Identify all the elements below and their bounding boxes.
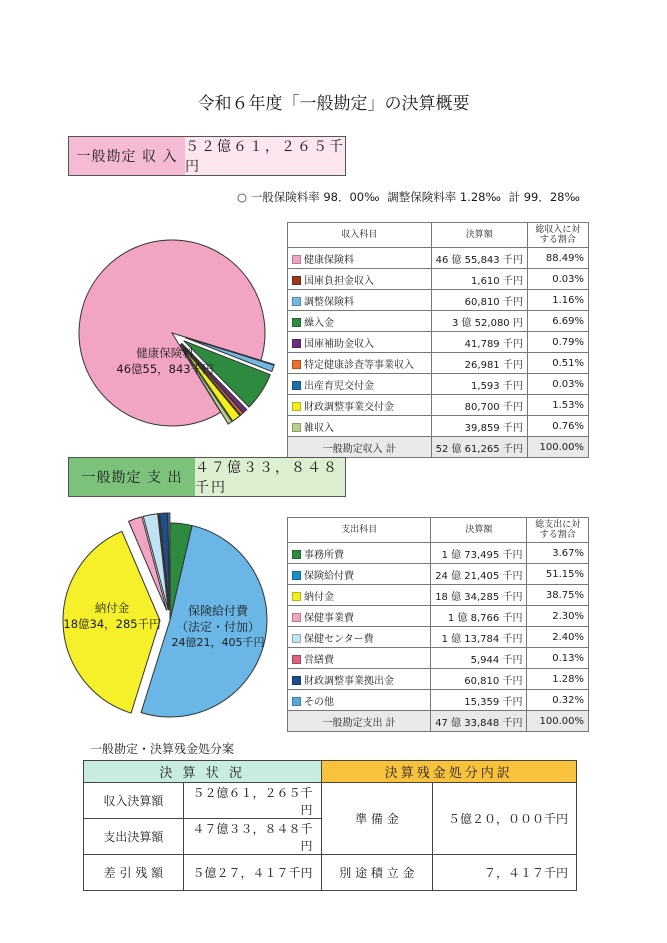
- legend-swatch: [292, 592, 301, 601]
- row-item-label: 納付金: [304, 591, 334, 603]
- total-rate: 計 99．28‰: [508, 190, 580, 204]
- expense-total-label: 支出決算額: [84, 819, 184, 855]
- expense-pie-label-a: [62, 600, 162, 632]
- row-item-label: 調整保険料: [304, 296, 354, 308]
- legend-swatch: [292, 423, 301, 432]
- expense-pie-label-b: [168, 603, 268, 651]
- row-item-label: 国庫補助金収入: [304, 338, 374, 350]
- row-item-label: 雑収入: [304, 422, 334, 434]
- revenue-pie-chart: [55, 205, 290, 435]
- general-rate: ○ 一般保険料率 98．00‰: [237, 190, 380, 204]
- row-amount: 60,810 千円: [431, 669, 527, 690]
- row-item-label: その他: [304, 696, 334, 708]
- expense-pie-label-b-value: 24億21，405千円: [171, 636, 265, 649]
- legend-swatch: [292, 339, 301, 348]
- row-item-label: 事務所費: [304, 549, 344, 561]
- row-item: [288, 311, 432, 332]
- legend-swatch: [292, 676, 301, 685]
- balance-right-header: 決算残金処分内訳: [321, 761, 576, 783]
- row-ratio: 2.40%: [527, 627, 589, 648]
- expense-table: [287, 517, 589, 732]
- row-item: [288, 290, 432, 311]
- row-item-label: 繰入金: [304, 317, 334, 329]
- row-item-label: 財政調整事業拠出金: [304, 675, 394, 687]
- table-row: [288, 416, 589, 437]
- row-amount: 24 億 21,405 千円: [431, 564, 527, 585]
- legend-swatch: [292, 634, 301, 643]
- row-item: [288, 416, 432, 437]
- table-row: [288, 627, 589, 648]
- revenue-pie-label-value: 46億55，843千円: [116, 362, 214, 376]
- row-ratio: 3.67%: [527, 543, 589, 564]
- total-ratio: 100.00%: [527, 437, 588, 458]
- row-item: [288, 269, 432, 290]
- table-header-row: [288, 518, 589, 543]
- row-ratio: 38.75%: [527, 585, 589, 606]
- row-item: [288, 690, 431, 711]
- total-item: 一般勘定収入 計: [288, 437, 432, 458]
- row-item: [288, 669, 431, 690]
- revenue-header-value: ５２億６１，２６５千円: [185, 139, 345, 175]
- header-ratio: 総収入に対する割合: [527, 223, 588, 248]
- revenue-pie-label-name: 健康保険料: [136, 346, 194, 360]
- legend-swatch: [292, 571, 301, 580]
- table-row: [288, 395, 589, 416]
- row-item: [288, 543, 431, 564]
- row-ratio: 1.53%: [527, 395, 588, 416]
- balance-left-header: 決 算 状 況: [84, 761, 322, 783]
- balance-table: [83, 760, 577, 891]
- row-amount: 26,981 千円: [431, 353, 527, 374]
- revenue-header-label: 一般勘定 収 入: [69, 137, 186, 175]
- legend-swatch: [292, 318, 301, 327]
- table-row: [288, 648, 589, 669]
- header-amount: 決算額: [431, 518, 527, 543]
- expense-header-label: 一般勘定 支 出: [69, 458, 196, 496]
- row-item-label: 保健センター費: [304, 633, 374, 645]
- row-ratio: 0.03%: [527, 269, 588, 290]
- row-item: [288, 374, 432, 395]
- row-item: [288, 648, 431, 669]
- row-amount: 15,359 千円: [431, 690, 527, 711]
- row-ratio: 0.32%: [527, 690, 589, 711]
- expense-pie-label-b-sub: （法定・付加）: [175, 620, 260, 634]
- page-title: 令和６年度「一般勘定」の決算概要: [197, 94, 470, 114]
- row-item: [288, 248, 432, 269]
- header-amount: 決算額: [431, 223, 527, 248]
- row-item-label: 財政調整事業交付金: [304, 401, 394, 413]
- legend-swatch: [292, 655, 301, 664]
- row-amount: 41,789 千円: [431, 332, 527, 353]
- table-header-row: [288, 223, 589, 248]
- row-amount: 60,810 千円: [431, 290, 527, 311]
- table-row: [288, 290, 589, 311]
- row-ratio: 2.30%: [527, 606, 589, 627]
- reserve-value: ５億２０，０００千円: [433, 783, 577, 855]
- row-ratio: 88.49%: [527, 248, 588, 269]
- row-item-label: 出産育児交付金: [304, 380, 374, 392]
- row-item: [288, 585, 431, 606]
- row-amount: 3 億 52,080 円: [431, 311, 527, 332]
- other-reserve-label: 別 途 積 立 金: [321, 855, 433, 891]
- row-amount: 1 億 73,495 千円: [431, 543, 527, 564]
- row-item-label: 特定健康診査等事業収入: [304, 359, 414, 371]
- row-item-label: 健康保険料: [304, 254, 354, 266]
- row-item-label: 営繕費: [304, 654, 334, 666]
- header-item: 収入科目: [288, 223, 432, 248]
- row-amount: 46 億 55,843 千円: [431, 248, 527, 269]
- row-amount: 1,593 千円: [431, 374, 527, 395]
- difference-value: ５億２７，４１７千円: [183, 855, 321, 891]
- expense-pie-label-b-name: 保険給付費: [187, 604, 248, 618]
- row-item-label: 保健事業費: [304, 612, 354, 624]
- other-reserve-value: ７，４１７千円: [433, 855, 577, 891]
- header-item: 支出科目: [288, 518, 431, 543]
- row-ratio: 0.51%: [527, 353, 588, 374]
- row-ratio: 0.13%: [527, 648, 589, 669]
- table-row: [288, 332, 589, 353]
- table-total-row: [288, 711, 589, 732]
- expense-pie-label-a-name: 納付金: [94, 601, 130, 615]
- table-row: [288, 564, 589, 585]
- income-total-value: ５２億６１，２６５千円: [183, 783, 321, 819]
- expense-header-value: ４７億３３，８４８千円: [195, 458, 345, 496]
- row-ratio: 6.69%: [527, 311, 588, 332]
- row-amount: 39,859 千円: [431, 416, 527, 437]
- balance-title: 一般勘定・決算残金処分案: [90, 742, 235, 756]
- legend-swatch: [292, 381, 301, 390]
- row-item: [288, 395, 432, 416]
- row-amount: 18 億 34,285 千円: [431, 585, 527, 606]
- total-ratio: 100.00%: [527, 711, 589, 732]
- legend-swatch: [292, 697, 301, 706]
- pie-slice-1: [79, 240, 265, 426]
- row-amount: 1 億 8,766 千円: [431, 606, 527, 627]
- row-amount: 1 億 13,784 千円: [431, 627, 527, 648]
- row-ratio: 51.15%: [527, 564, 589, 585]
- row-item: [288, 353, 432, 374]
- table-row: [288, 606, 589, 627]
- table-row: [288, 374, 589, 395]
- legend-swatch: [292, 402, 301, 411]
- expense-total-value: ４７億３３，８４８千円: [183, 819, 321, 855]
- row-ratio: 0.03%: [527, 374, 588, 395]
- difference-label: 差 引 残 額: [84, 855, 184, 891]
- row-ratio: 1.28%: [527, 669, 589, 690]
- table-row: [288, 669, 589, 690]
- insurance-rate-line: [237, 189, 584, 205]
- legend-swatch: [292, 550, 301, 559]
- table-row: [288, 248, 589, 269]
- total-item: 一般勘定支出 計: [288, 711, 431, 732]
- revenue-pie-label: [100, 345, 230, 377]
- row-amount: 5,944 千円: [431, 648, 527, 669]
- expense-pie-label-a-value: 18億34，285千円: [63, 617, 161, 631]
- income-total-label: 収入決算額: [84, 783, 184, 819]
- header-ratio: 総支出に対する割合: [527, 518, 589, 543]
- legend-swatch: [292, 276, 301, 285]
- reserve-label: 準 備 金: [321, 783, 433, 855]
- row-amount: 1,610 千円: [431, 269, 527, 290]
- revenue-table: [287, 222, 589, 458]
- legend-swatch: [292, 297, 301, 306]
- row-ratio: 0.79%: [527, 332, 588, 353]
- expense-header: [68, 457, 346, 497]
- table-row: [288, 311, 589, 332]
- row-item: [288, 606, 431, 627]
- total-amount: 47 億 33,848 千円: [431, 711, 527, 732]
- legend-swatch: [292, 613, 301, 622]
- table-row: [288, 690, 589, 711]
- row-item: [288, 564, 431, 585]
- row-item: [288, 627, 431, 648]
- table-row: [288, 543, 589, 564]
- table-total-row: [288, 437, 589, 458]
- table-row: [288, 585, 589, 606]
- row-item-label: 国庫負担金収入: [304, 275, 374, 287]
- row-item: [288, 332, 432, 353]
- legend-swatch: [292, 360, 301, 369]
- row-amount: 80,700 千円: [431, 395, 527, 416]
- adjusted-rate: 調整保険料率 1.28‰: [387, 190, 501, 204]
- row-ratio: 1.16%: [527, 290, 588, 311]
- revenue-header: [68, 136, 346, 176]
- table-row: [288, 353, 589, 374]
- legend-swatch: [292, 255, 301, 264]
- total-amount: 52 億 61,265 千円: [431, 437, 527, 458]
- table-row: [288, 269, 589, 290]
- row-ratio: 0.76%: [527, 416, 588, 437]
- row-item-label: 保険給付費: [304, 570, 354, 582]
